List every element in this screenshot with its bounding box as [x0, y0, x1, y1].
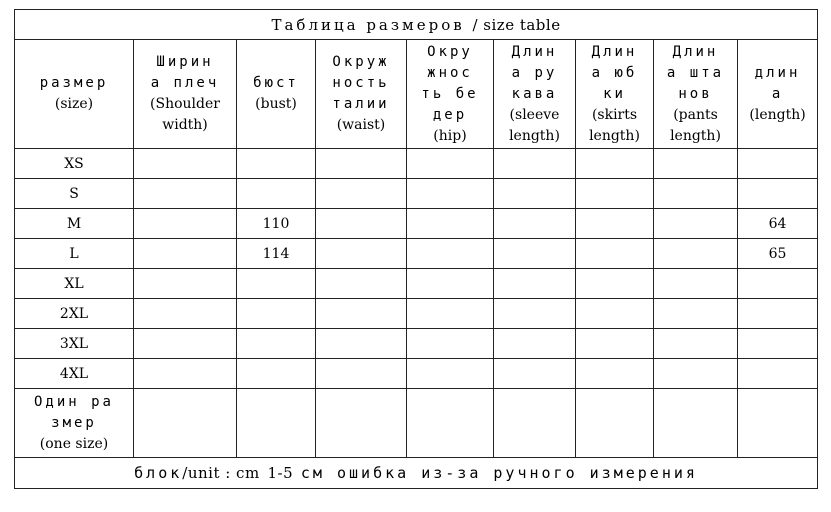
size-table-container: [14, 9, 817, 499]
value-cell: [407, 299, 494, 329]
value-cell: [237, 149, 316, 179]
table-row: [15, 329, 818, 359]
footer-range: 1-5: [267, 464, 294, 482]
header-label-ru: Ширин: [156, 54, 214, 70]
table-row: [15, 299, 818, 329]
value-cell: [134, 149, 237, 179]
value-cell: [654, 359, 738, 389]
value-cell: [316, 269, 407, 299]
value-cell: [316, 179, 407, 209]
header-label-ru: жнос: [427, 64, 473, 81]
header-label-en: (skirts: [591, 106, 638, 123]
header-label-en: (pants: [673, 106, 718, 123]
header-cell: [316, 40, 407, 149]
value-cell: [654, 329, 738, 359]
value-cell: [494, 299, 576, 329]
footer-unit-en: /unit : cm: [182, 464, 260, 482]
header-cell: [134, 40, 237, 149]
header-cell: [494, 40, 576, 149]
header-label-en: (size): [54, 96, 94, 112]
value-cell: [237, 179, 316, 209]
value-cell: [407, 239, 494, 269]
value-cell: [407, 149, 494, 179]
value-cell: [576, 329, 654, 359]
value-cell: [407, 329, 494, 359]
value-cell: [576, 239, 654, 269]
value-cell: [494, 149, 576, 179]
value-cell: [316, 389, 407, 458]
value-cell: [576, 179, 654, 209]
value-cell: [654, 179, 738, 209]
header-cell: [738, 40, 818, 149]
footer-row: [15, 458, 818, 489]
value-cell: [654, 149, 738, 179]
table-title: [15, 10, 818, 40]
one-size-label-en: (one size): [39, 435, 109, 452]
header-label-ru: ть бе: [421, 85, 479, 102]
value-cell: [316, 209, 407, 239]
value-cell: [654, 209, 738, 239]
size-table: [14, 9, 818, 489]
value-cell: [738, 329, 818, 359]
footer-note-ru: см ошибка из-за ручного измерения: [300, 464, 698, 482]
value-cell: [316, 149, 407, 179]
value-cell: [407, 209, 494, 239]
header-cell: [407, 40, 494, 149]
value-cell: [654, 389, 738, 458]
size-cell: XS: [15, 149, 134, 179]
size-cell: M: [15, 209, 134, 239]
header-label-ru: а ру: [511, 64, 558, 81]
header-label-en: length): [670, 127, 721, 144]
value-cell: [134, 389, 237, 458]
table-row: [15, 179, 818, 209]
value-cell: [134, 299, 237, 329]
value-cell: [134, 179, 237, 209]
value-cell: [738, 389, 818, 458]
value-cell: [494, 239, 576, 269]
header-label-ru: кава: [511, 85, 558, 102]
value-cell: [738, 149, 818, 179]
header-cell: [15, 40, 134, 149]
table-row: [15, 209, 818, 239]
value-cell: [237, 299, 316, 329]
one-size-label-ru: змер: [51, 414, 97, 431]
footer-unit-ru: блок: [134, 464, 183, 482]
value-cell: 64: [738, 209, 818, 239]
header-cell: [576, 40, 654, 149]
value-cell: [494, 359, 576, 389]
one-size-label-ru: Один ра: [33, 393, 114, 410]
value-cell: [494, 329, 576, 359]
header-label-en: (sleeve: [509, 106, 560, 123]
value-cell: 65: [738, 239, 818, 269]
title-russian: Таблица размеров: [271, 15, 465, 34]
header-label-ru: талии: [332, 96, 390, 112]
value-cell: [316, 329, 407, 359]
value-cell: [134, 329, 237, 359]
value-cell: [134, 209, 237, 239]
header-label-en: width): [162, 117, 208, 133]
table-row-one-size: [15, 389, 818, 458]
value-cell: [576, 269, 654, 299]
header-cell: [654, 40, 738, 149]
size-cell: 4XL: [15, 359, 134, 389]
header-label-ru: длин: [754, 64, 801, 81]
value-cell: [576, 149, 654, 179]
header-label-ru: размер: [39, 75, 109, 91]
value-cell: [316, 239, 407, 269]
value-cell: [738, 359, 818, 389]
value-cell: [237, 329, 316, 359]
size-cell: L: [15, 239, 134, 269]
value-cell: [494, 389, 576, 458]
value-cell: [316, 359, 407, 389]
table-row: [15, 269, 818, 299]
value-cell: [576, 359, 654, 389]
value-cell: [134, 239, 237, 269]
header-label-ru: а юб: [591, 64, 638, 81]
header-label-en: (bust): [255, 96, 297, 112]
header-row: [15, 40, 818, 149]
value-cell: [237, 359, 316, 389]
header-label-ru: Длин: [591, 43, 638, 60]
header-label-ru: а: [771, 85, 784, 102]
size-cell: [15, 389, 134, 458]
size-cell: 2XL: [15, 299, 134, 329]
value-cell: [134, 359, 237, 389]
size-cell: S: [15, 179, 134, 209]
value-cell: [407, 359, 494, 389]
value-cell: [407, 269, 494, 299]
value-cell: [237, 269, 316, 299]
value-cell: [407, 389, 494, 458]
header-label-ru: Окру: [427, 43, 473, 60]
value-cell: [738, 299, 818, 329]
header-label-ru: ность: [332, 75, 390, 91]
value-cell: [494, 269, 576, 299]
value-cell: [576, 389, 654, 458]
value-cell: [738, 179, 818, 209]
header-label-en: length): [589, 127, 640, 144]
header-label-ru: Длин: [511, 43, 558, 60]
size-cell: XL: [15, 269, 134, 299]
header-label-ru: дер: [432, 106, 468, 123]
title-english: / size table: [472, 15, 561, 34]
footer-note: [15, 458, 818, 489]
header-label-ru: а шта: [666, 64, 725, 81]
value-cell: [654, 269, 738, 299]
header-cell: [237, 40, 316, 149]
value-cell: [237, 389, 316, 458]
header-label-en: (Shoulder: [150, 96, 220, 112]
value-cell: [494, 209, 576, 239]
value-cell: [576, 299, 654, 329]
header-label-ru: бюст: [253, 75, 299, 91]
value-cell: [316, 299, 407, 329]
value-cell: [654, 299, 738, 329]
value-cell: 114: [237, 239, 316, 269]
value-cell: [407, 179, 494, 209]
value-cell: [738, 269, 818, 299]
size-cell: 3XL: [15, 329, 134, 359]
header-label-ru: Длин: [672, 43, 719, 60]
header-label-ru: нов: [678, 85, 713, 102]
table-row: [15, 149, 818, 179]
header-label-ru: Окруж: [332, 54, 390, 70]
value-cell: [134, 269, 237, 299]
header-label-ru: а плеч: [150, 75, 220, 91]
header-label-en: (hip): [433, 127, 467, 144]
header-label-ru: ки: [603, 85, 626, 102]
table-row: [15, 359, 818, 389]
header-label-en: length): [509, 127, 560, 144]
value-cell: [494, 179, 576, 209]
value-cell: [654, 239, 738, 269]
header-label-en: (waist): [336, 117, 386, 133]
header-label-en: (length): [749, 106, 806, 123]
value-cell: 110: [237, 209, 316, 239]
table-row: [15, 239, 818, 269]
value-cell: [576, 209, 654, 239]
